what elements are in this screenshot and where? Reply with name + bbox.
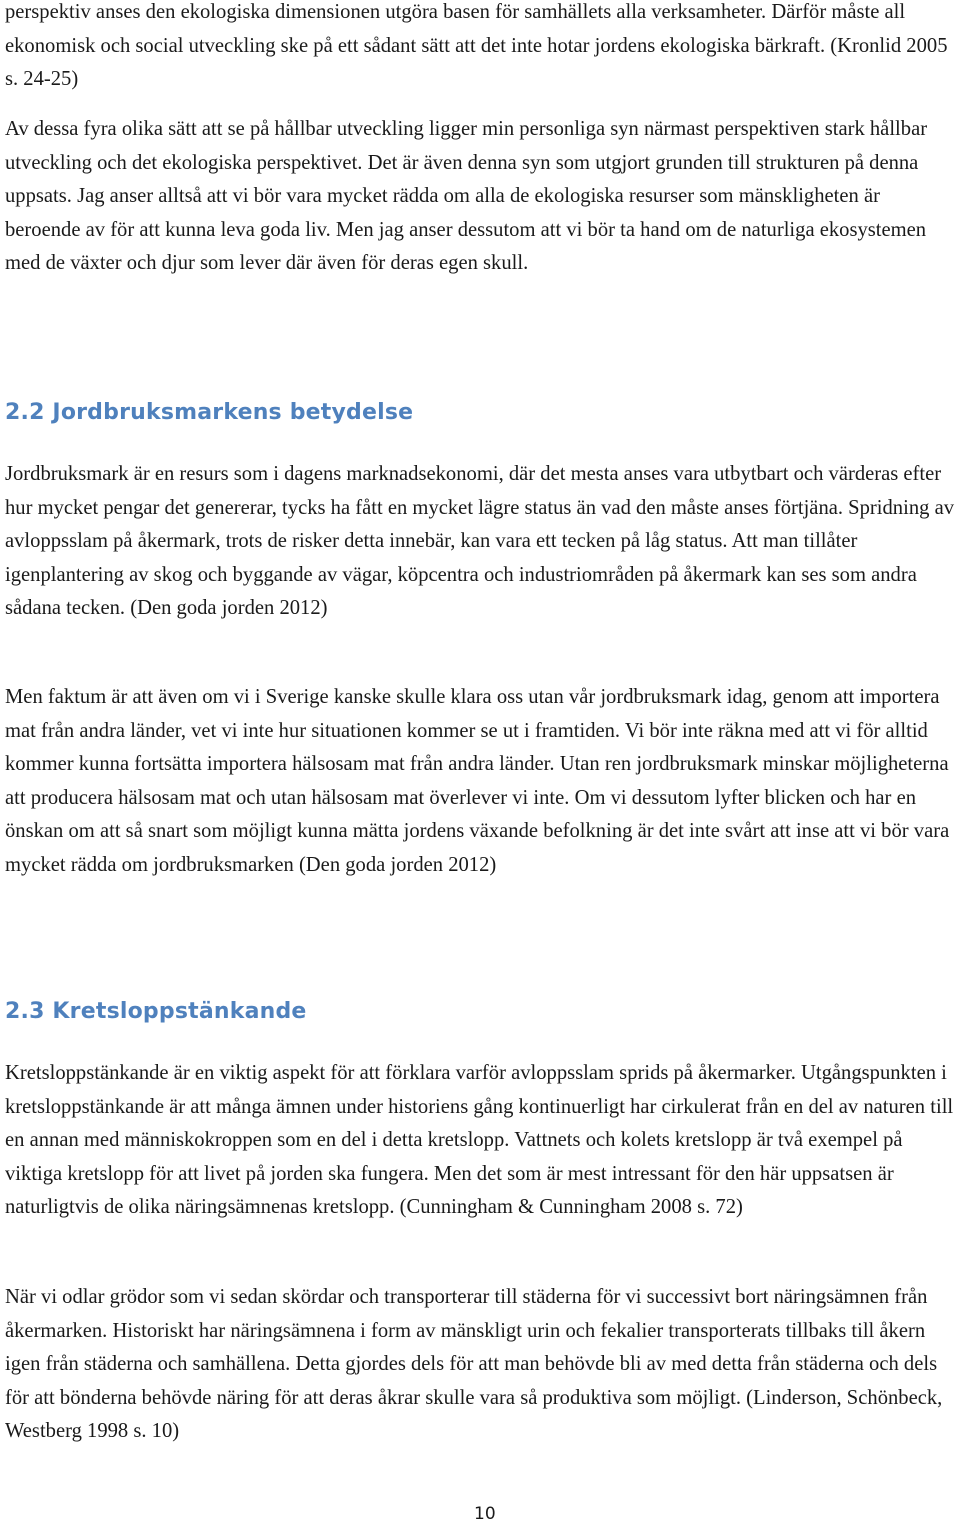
paragraph-farmland-future: Men faktum är att även om vi i Sverige kanske skulle klara oss utan vår jordbruksmark idag, genom att importera mat från andra länder, vet vi inte hur situationen kommer se ut i framtiden. Vi bör inte räkna med att vi för alltid kommer kunna fortsätta importera hälsosam mat från andra länder. Utan ren jordbruksmark minskar möjligheterna att producera hälsosam mat och utan hälsosam mat överlever vi inte. Om vi dessutom lyfter blicken och har en önskan om att så snart som möjligt kunna mätta jordens växande befolkning är det inte svårt att inse att vi bör vara mycket rädda om jordbruksmarken (Den goda jorden 2012)	[5, 686, 950, 876]
paragraph-farmland-status: Jordbruksmark är en resurs som i dagens marknadsekonomi, där det mesta anses vara utbytbart och värderas efter hur mycket pengar det genererar, tycks ha fått en mycket lägre status än vad den måste anses förtjäna. Spridning av avloppsslam på åkermark, trots de risker detta innebär, kan vara ett tecken på låg status. Att man tillåter igenplantering av skog och byggande av vägar, köpcentra och industriområden på åkermark kan ses som andra sådana tecken. (Den goda jorden 2012)	[5, 463, 955, 620]
paragraph-ecological-perspective: perspektiv anses den ekologiska dimensionen utgöra basen för samhällets alla verksamheter. Därför måste all ekonomisk och social utveckling ske på ett sådant sätt att det inte hotar jordens ekologiska bärkraft. (Kronlid 2005 s. 24-25)	[5, 1, 948, 91]
page-number: 10	[474, 1504, 496, 1524]
paragraph-personal-view: Av dessa fyra olika sätt att se på hållbar utveckling ligger min personliga syn närmast perspektiven stark hållbar utveckling och det ekologiska perspektivet. Det är även denna syn som utgjort grunden till strukturen på denna uppsats. Jag anser alltså att vi bör vara mycket rädda om alla de ekologiska resurser som mänskligheten är beroende av för att kunna leva goda liv. Men jag anser dessutom att vi bör ta hand om de naturliga ekosystemen med de växter och djur som lever där även för deras egen skull.	[5, 118, 928, 275]
section-heading-2-2: 2.2 Jordbruksmarkens betydelse	[5, 400, 414, 425]
paragraph-nutrient-transport: När vi odlar grödor som vi sedan skördar och transporterar till städerna för vi successivt bort näringsämnen från åkermarken. Historiskt har näringsämnena i form av mänskligt urin och fekalier transporterats tillbaks till åkern igen från städerna och samhällena. Detta gjordes dels för att man behövde bli av med detta från städerna och dels för att bönderna behövde näring för att deras åkrar skulle vara så produktiva som möjligt. (Linderson, Schönbeck, Westberg 1998 s. 10)	[5, 1286, 943, 1443]
section-heading-2-3: 2.3 Kretsloppstänkande	[5, 999, 307, 1024]
paragraph-cycle-thinking: Kretsloppstänkande är en viktig aspekt för att förklara varför avloppsslam sprids på åkermarker. Utgångspunkten i kretsloppstänkande är att många ämnen under historiens gång kontinuerligt har cirkulerat från en del av naturen till en annan med människokroppen som en del i detta kretslopp. Vattnets och kolets kretslopp är två exempel på viktiga kretslopp för att livet på jorden ska fungera. Men det som är mest intressant för den här uppsatsen är naturligtvis de olika näringsämnenas kretslopp. (Cunningham & Cunningham 2008 s. 72)	[5, 1062, 954, 1219]
